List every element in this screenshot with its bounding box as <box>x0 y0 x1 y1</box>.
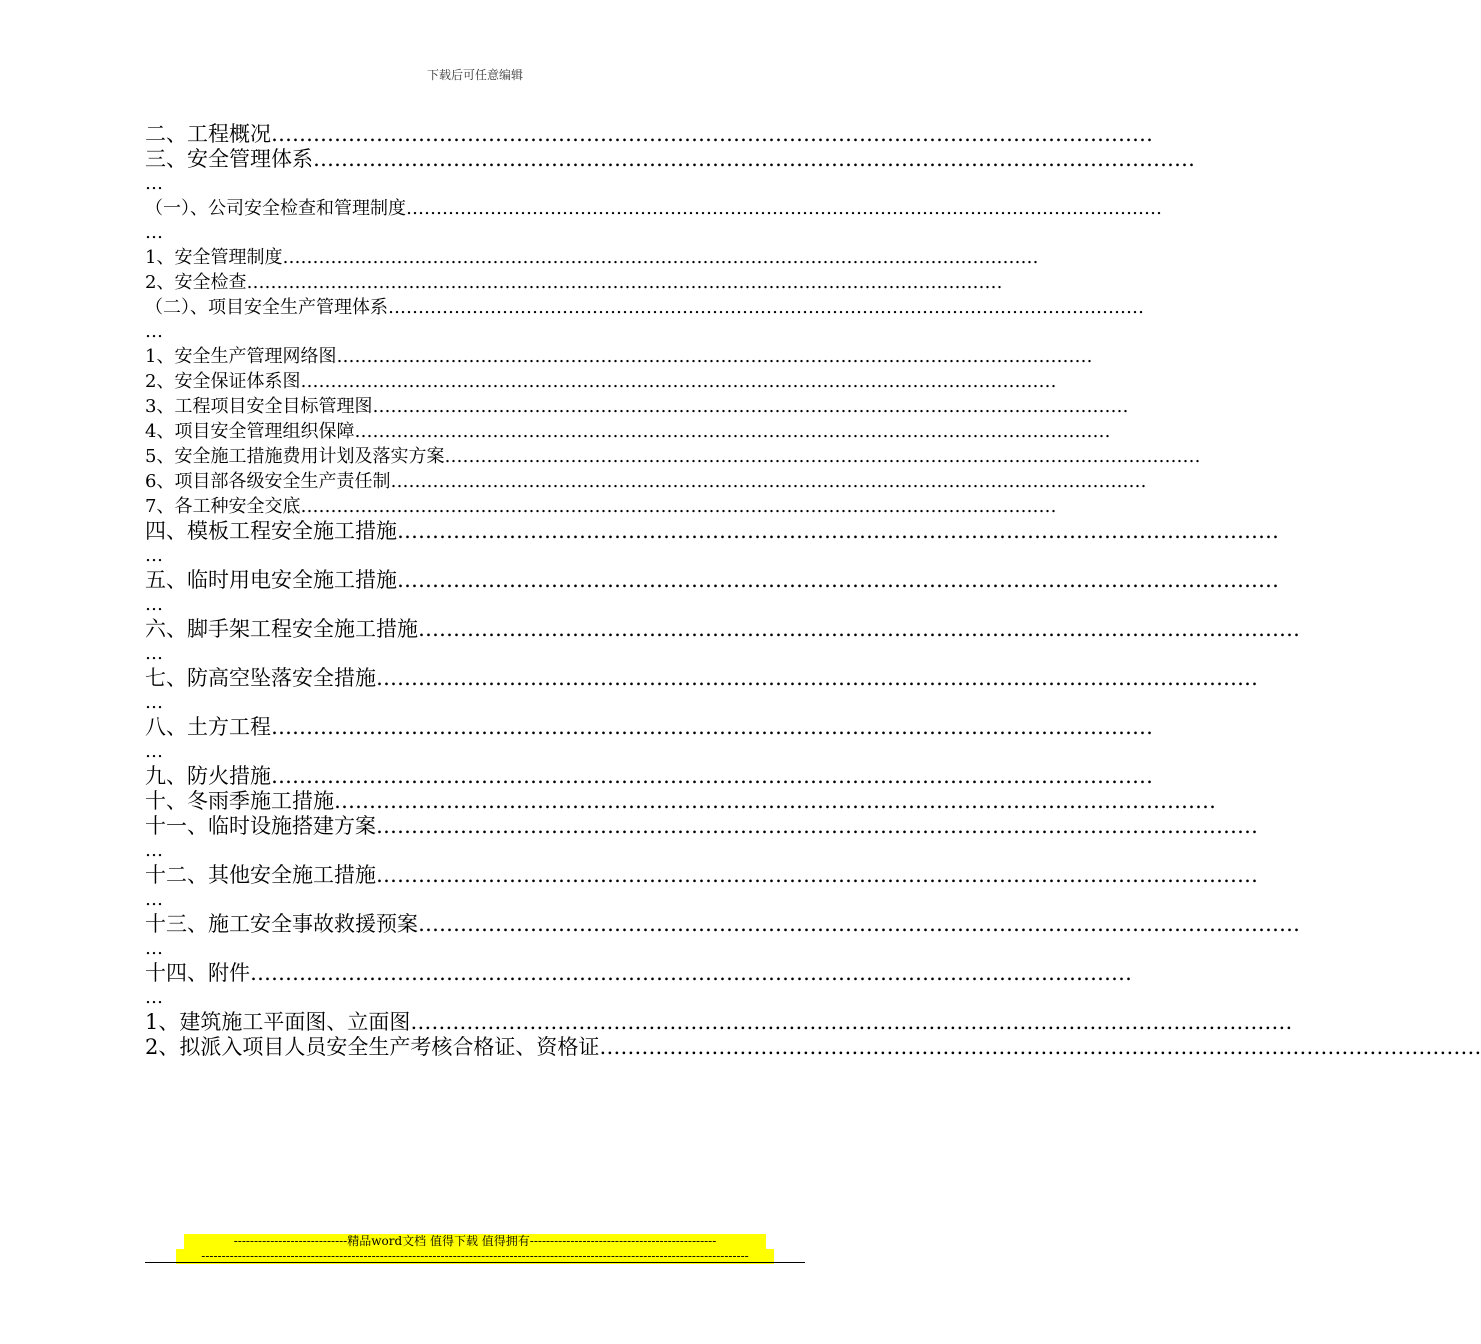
toc-wrapped-dots: … <box>145 840 163 861</box>
toc-entry-label: 1、建筑施工平面图、立面图 <box>145 1010 411 1034</box>
toc-entry <box>145 617 1300 642</box>
toc-entry-label: 2、安全检查 <box>145 272 247 293</box>
toc-leader-dots: ……………………………………………………………………………………………………………… <box>250 961 1132 985</box>
toc-entry <box>145 715 1153 740</box>
toc-leader-dots: ……………………………………………………………………………………………………………… <box>376 666 1258 690</box>
toc-leader-dots: ……………………………………………………………………………………………………………… <box>354 421 1111 442</box>
toc-leader-dots: ……………………………………………………………………………………………………………… <box>388 297 1144 318</box>
toc-entry-label: 十三、施工安全事故救援预案 <box>145 912 418 936</box>
toc-entry <box>145 568 1279 593</box>
toc-entry-label: （二）、项目安全生产管理体系 <box>145 297 388 318</box>
toc-leader-dots: ……………………………………………………………………………………………………………… <box>376 814 1258 838</box>
toc-leader-dots: ……………………………………………………………………………………………………………… <box>336 346 1093 367</box>
toc-entry-label: 1、安全生产管理网络图 <box>145 346 337 367</box>
toc-entry <box>145 494 1057 519</box>
toc-entry <box>145 519 1279 544</box>
toc-entry <box>145 863 1258 888</box>
toc-entry-label: 十、冬雨季施工措施 <box>145 789 334 813</box>
toc-leader-dots: ……………………………………………………………………………………………………………… <box>376 863 1258 887</box>
toc-entry-label: 3、工程项目安全目标管理图 <box>145 396 373 417</box>
toc-entry <box>145 814 1258 839</box>
toc-entry-label: 八、土方工程 <box>145 715 271 739</box>
toc-entry <box>145 369 1057 394</box>
toc-entry <box>145 270 1003 295</box>
toc-entry <box>145 1035 1481 1060</box>
toc-entry-label: 7、各工种安全交底 <box>145 496 301 517</box>
toc-entry <box>145 344 1093 369</box>
toc-entry <box>145 122 1153 147</box>
toc-entry <box>145 419 1111 444</box>
toc-leader-dots: ……………………………………………………………………………………………………………… <box>271 122 1153 146</box>
toc-wrapped-dots: … <box>145 321 163 342</box>
toc-entry-label: 六、脚手架工程安全施工措施 <box>145 617 418 641</box>
toc-leader-dots: ……………………………………………………………………………………………………………… <box>599 1035 1481 1059</box>
toc-wrapped-dots: … <box>145 692 163 713</box>
toc-leader-dots: ……………………………………………………………………………………………………………… <box>282 247 1039 268</box>
toc-entry <box>145 147 1195 172</box>
toc-leader-dots: ……………………………………………………………………………………………………………… <box>300 496 1057 517</box>
toc-entry <box>145 295 1144 320</box>
toc-entry-label: 1、安全管理制度 <box>145 247 283 268</box>
toc-wrapped-dots: … <box>145 545 163 566</box>
toc-entry <box>145 469 1147 494</box>
toc-entry-label: 九、防火措施 <box>145 764 271 788</box>
toc-leader-dots: ……………………………………………………………………………………………………………… <box>334 789 1216 813</box>
toc-entry-label: 4、项目安全管理组织保障 <box>145 421 355 442</box>
toc-leader-dots: ……………………………………………………………………………………………………………… <box>397 519 1279 543</box>
toc-entry <box>145 444 1201 469</box>
toc-entry <box>145 245 1039 270</box>
toc-entry-label: 五、临时用电安全施工措施 <box>145 568 397 592</box>
toc-leader-dots: ……………………………………………………………………………………………………………… <box>372 396 1129 417</box>
toc-wrapped-dots: … <box>145 222 163 243</box>
toc-entry <box>145 961 1132 986</box>
header-note: 下载后可任意编辑 <box>426 68 523 82</box>
toc-entry-label: （一）、公司安全检查和管理制度 <box>145 198 406 219</box>
toc-entry <box>145 1010 1293 1035</box>
toc-wrapped-dots: … <box>145 643 163 664</box>
toc-wrapped-dots: … <box>145 173 163 194</box>
toc-entry-label: 十二、其他安全施工措施 <box>145 863 376 887</box>
toc-entry-label: 十四、附件 <box>145 961 250 985</box>
toc-entry <box>145 394 1129 419</box>
toc-leader-dots: ……………………………………………………………………………………………………………… <box>300 371 1057 392</box>
toc-entry-label: 三、安全管理体系 <box>145 147 313 171</box>
toc-entry <box>145 764 1153 789</box>
toc-leader-dots: ……………………………………………………………………………………………………………… <box>246 272 1003 293</box>
toc-entry-label: 5、安全施工措施费用计划及落实方案 <box>145 446 445 467</box>
toc-leader-dots: ……………………………………………………………………………………………………………… <box>313 147 1195 171</box>
toc-entry <box>145 196 1162 221</box>
toc-wrapped-dots: … <box>145 741 163 762</box>
footer-dash-text: --------------------------------------------------------------------------------------------------------------------------------------- <box>176 1249 774 1264</box>
toc-leader-dots: ……………………………………………………………………………………………………………… <box>406 198 1162 219</box>
footer-rule <box>145 1262 805 1263</box>
toc-leader-dots: ……………………………………………………………………………………………………………… <box>397 568 1279 592</box>
toc-entry-label: 四、模板工程安全施工措施 <box>145 519 397 543</box>
toc-entry <box>145 666 1258 691</box>
toc-entry-label: 2、拟派入项目人员安全生产考核合格证、资格证 <box>145 1035 600 1059</box>
toc-entry-label: 七、防高空坠落安全措施 <box>145 666 376 690</box>
toc-entry-label: 6、项目部各级安全生产责任制 <box>145 471 391 492</box>
toc-wrapped-dots: … <box>145 938 163 959</box>
toc-leader-dots: ……………………………………………………………………………………………………………… <box>418 912 1300 936</box>
toc-wrapped-dots: … <box>145 889 163 910</box>
toc-entry <box>145 912 1300 937</box>
toc-leader-dots: ……………………………………………………………………………………………………………… <box>271 715 1153 739</box>
toc-entry-label: 十一、临时设施搭建方案 <box>145 814 376 838</box>
footer-banner-text: ----------------------------精品word文档 值得下载 值得拥有---------------------------------------------- <box>184 1234 766 1249</box>
toc-leader-dots: ……………………………………………………………………………………………………………… <box>390 471 1147 492</box>
toc-entry <box>145 789 1216 814</box>
toc-leader-dots: ……………………………………………………………………………………………………………… <box>271 764 1153 788</box>
toc-wrapped-dots: … <box>145 987 163 1008</box>
toc-leader-dots: ……………………………………………………………………………………………………………… <box>444 446 1201 467</box>
toc-leader-dots: ……………………………………………………………………………………………………………… <box>410 1010 1293 1034</box>
toc-entry-label: 2、安全保证体系图 <box>145 371 301 392</box>
toc-wrapped-dots: … <box>145 594 163 615</box>
table-of-contents <box>145 122 1481 1060</box>
toc-leader-dots: ……………………………………………………………………………………………………………… <box>418 617 1300 641</box>
toc-entry-label: 二、工程概况 <box>145 122 271 146</box>
